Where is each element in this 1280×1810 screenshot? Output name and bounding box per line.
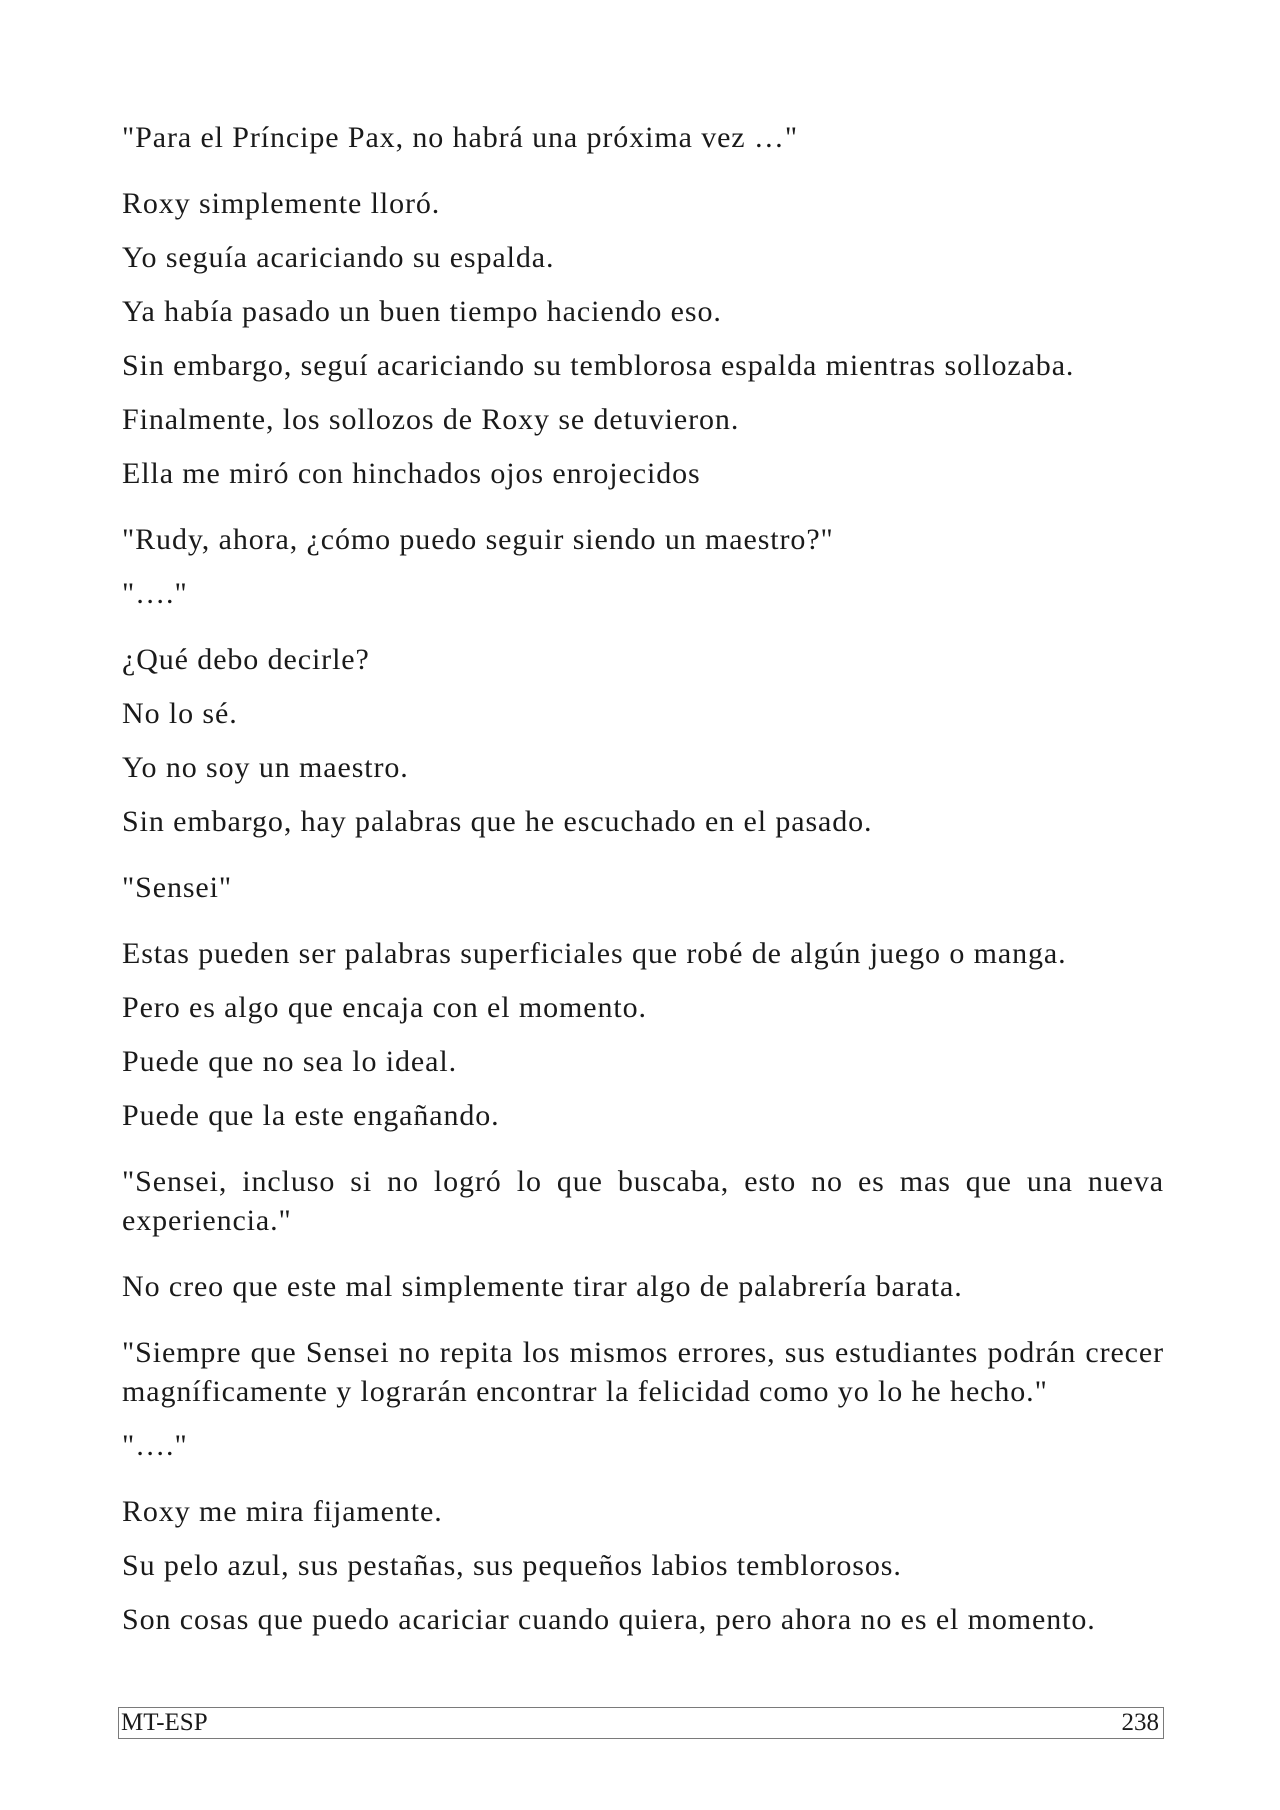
paragraph: Ya había pasado un buen tiempo haciendo eso. [122, 295, 722, 328]
paragraph: ¿Qué debo decirle? [122, 643, 370, 676]
paragraph: "…." [122, 1429, 188, 1462]
paragraph: No creo que este mal simplemente tirar algo de palabrería barata. [122, 1270, 963, 1303]
footer-label: MT-ESP [121, 1709, 208, 1736]
paragraph: Puede que la este engañando. [122, 1099, 500, 1132]
paragraph: Son cosas que puedo acariciar cuando quiera, pero ahora no es el momento. [122, 1603, 1096, 1636]
paragraph: Pero es algo que encaja con el momento. [122, 991, 647, 1024]
body-text [122, 118, 1164, 1639]
paragraph: Roxy simplemente lloró. [122, 187, 441, 220]
paragraph: Yo seguía acariciando su espalda. [122, 241, 555, 274]
paragraph: Ella me miró con hinchados ojos enrojecidos [122, 457, 701, 490]
paragraph: Yo no soy un maestro. [122, 751, 409, 784]
page-number: 238 [1121, 1709, 1159, 1736]
page-footer [118, 1707, 1164, 1739]
paragraph: Roxy me mira fijamente. [122, 1495, 443, 1528]
paragraph: Sin embargo, hay palabras que he escuchado en el pasado. [122, 805, 873, 838]
paragraph: "…." [122, 577, 188, 610]
paragraph: Puede que no sea lo ideal. [122, 1045, 457, 1078]
paragraph: Su pelo azul, sus pestañas, sus pequeños labios temblorosos. [122, 1549, 902, 1582]
paragraph: "Sensei" [122, 871, 233, 904]
paragraph: Finalmente, los sollozos de Roxy se detuvieron. [122, 403, 740, 436]
paragraph: Estas pueden ser palabras superficiales que robé de algún juego o manga. [122, 937, 1067, 970]
paragraph: No lo sé. [122, 697, 238, 730]
paragraph: "Rudy, ahora, ¿cómo puedo seguir siendo un maestro?" [122, 523, 834, 556]
paragraph: Sin embargo, seguí acariciando su temblorosa espalda mientras sollozaba. [122, 349, 1075, 382]
paragraph: "Para el Príncipe Pax, no habrá una próxima vez …" [122, 121, 798, 154]
paragraph: "Sensei, incluso si no logró lo que buscaba, esto no es mas que una nueva experiencia." [122, 1165, 1164, 1237]
paragraph: "Siempre que Sensei no repita los mismos errores, sus estudiantes podrán crecer magníficamente y lograrán encontrar la felicidad como yo lo he hecho." [122, 1336, 1164, 1408]
